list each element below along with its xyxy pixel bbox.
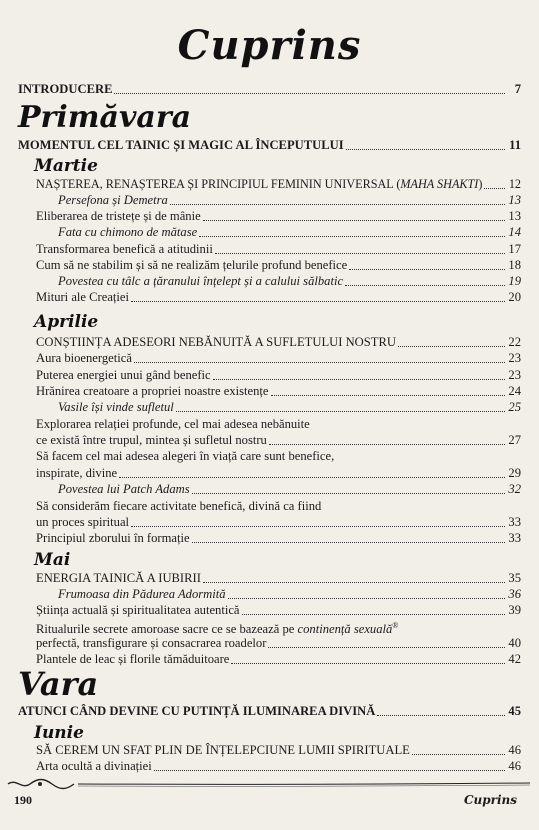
- toc-entry: ce există între trupul, mintea și sufletul nostru 27: [36, 433, 521, 447]
- toc-entry: Frumoasa din Pădurea Adormită 36: [58, 587, 521, 601]
- toc-entry-introducere: INTRODUCERE 7: [18, 82, 521, 96]
- toc-entry: Persefona și Demetra 13: [58, 193, 521, 207]
- toc-entry: NAȘTEREA, RENAȘTEREA ȘI PRINCIPIUL FEMININ UNIVERSAL (MAHA SHAKTI) 12: [36, 177, 521, 191]
- dot-leader: [154, 769, 505, 771]
- running-title: Cuprins: [463, 793, 517, 807]
- toc-entry-line: Să facem cel mai adesea alegeri în viață care sunt benefice,: [36, 449, 335, 463]
- toc-entry: Hrănirea creatoare a propriei noastre existențe 24: [36, 384, 521, 398]
- toc-entry: Eliberarea de tristețe și de mânie 13: [36, 209, 521, 223]
- toc-entry: Fata cu chimono de mătase 14: [58, 225, 521, 239]
- toc-entry: perfectă, transfigurare și consacrarea roadelor 40: [36, 636, 521, 650]
- dot-leader: [192, 541, 505, 543]
- season-heading-primavara: Primăvara: [18, 100, 192, 135]
- toc-entry: Mituri ale Creației 20: [36, 290, 521, 304]
- dot-leader: [134, 361, 505, 363]
- toc-entry-line: Ritualurile secrete amoroase sacre ce se bazează pe continență sexuală®: [36, 621, 399, 637]
- dot-leader: [114, 92, 505, 94]
- section-heading-summer: ATUNCI CÂND DEVINE CU PUTINȚĂ ILUMINAREA DIVINĂ 45: [18, 704, 521, 718]
- season-heading-vara: Vara: [18, 665, 99, 703]
- dot-leader: [242, 613, 505, 615]
- toc-entry: Vasile își vinde sufletul 25: [58, 400, 521, 414]
- toc-entry: Plantele de leac și florile tămăduitoare 42: [36, 652, 521, 666]
- dot-leader: [131, 525, 505, 527]
- dot-leader: [203, 581, 505, 583]
- toc-entry: ENERGIA TAINICĂ A IUBIRII 35: [36, 571, 521, 585]
- toc-entry: Puterea energiei unui gând benefic 23: [36, 368, 521, 382]
- toc-entry: Știința actuală și spiritualitatea autentică 39: [36, 603, 521, 617]
- dot-leader: [203, 219, 505, 221]
- toc-entry-line: Să considerăm fiecare activitate benefică, divină ca fiind: [36, 499, 322, 513]
- dot-leader: [377, 714, 505, 716]
- section-heading-spring: MOMENTUL CEL TAINIC ȘI MAGIC AL ÎNCEPUTULUI 11: [18, 138, 521, 152]
- dot-leader: [119, 476, 505, 478]
- dot-leader: [199, 235, 505, 237]
- dot-leader: [484, 187, 505, 189]
- dot-leader: [346, 148, 505, 150]
- page-number: 190: [14, 793, 32, 807]
- dot-leader: [228, 597, 505, 599]
- dot-leader: [268, 646, 505, 648]
- dot-leader: [345, 284, 505, 286]
- month-heading-iunie: Iunie: [34, 723, 84, 743]
- toc-entry: un proces spiritual 33: [36, 515, 521, 529]
- toc-entry: Povestea lui Patch Adams 32: [58, 482, 521, 496]
- toc-entry: inspirate, divine 29: [36, 466, 521, 480]
- dot-leader: [192, 492, 505, 494]
- toc-entry: Cum să ne stabilim și să ne realizăm țelurile profund benefice 18: [36, 258, 521, 272]
- month-heading-aprilie: Aprilie: [34, 312, 99, 332]
- page-title: Cuprins: [177, 22, 362, 69]
- dot-leader: [398, 345, 505, 347]
- dot-leader: [215, 252, 505, 254]
- toc-entry-line: Explorarea relației profunde, cel mai adesea nebănuite: [36, 417, 310, 431]
- toc-entry: Aura bioenergetică 23: [36, 351, 521, 365]
- dot-leader: [349, 268, 505, 270]
- dot-leader: [170, 203, 505, 205]
- dot-leader: [213, 378, 505, 380]
- dot-leader: [231, 662, 505, 664]
- toc-entry: Povestea cu tâlc a țăranului înțelept și a calului sălbatic 19: [58, 274, 521, 288]
- dot-leader: [269, 443, 505, 445]
- dot-leader: [176, 410, 505, 412]
- dot-leader: [412, 753, 505, 755]
- dot-leader: [271, 394, 505, 396]
- month-heading-mai: Mai: [34, 550, 71, 570]
- toc-entry: CONȘTIINȚA ADESEORI NEBĂNUITĂ A SUFLETULUI NOSTRU 22: [36, 335, 521, 349]
- footer-ornament: [0, 776, 539, 796]
- dot-leader: [131, 300, 505, 302]
- toc-entry: Transformarea benefică a atitudinii 17: [36, 242, 521, 256]
- toc-entry: Principiul zborului în formație 33: [36, 531, 521, 545]
- toc-entry: SĂ CEREM UN SFAT PLIN DE ÎNȚELEPCIUNE LUMII SPIRITUALE 46: [36, 743, 521, 757]
- month-heading-martie: Martie: [34, 156, 98, 176]
- toc-entry: Arta ocultă a divinației 46: [36, 759, 521, 773]
